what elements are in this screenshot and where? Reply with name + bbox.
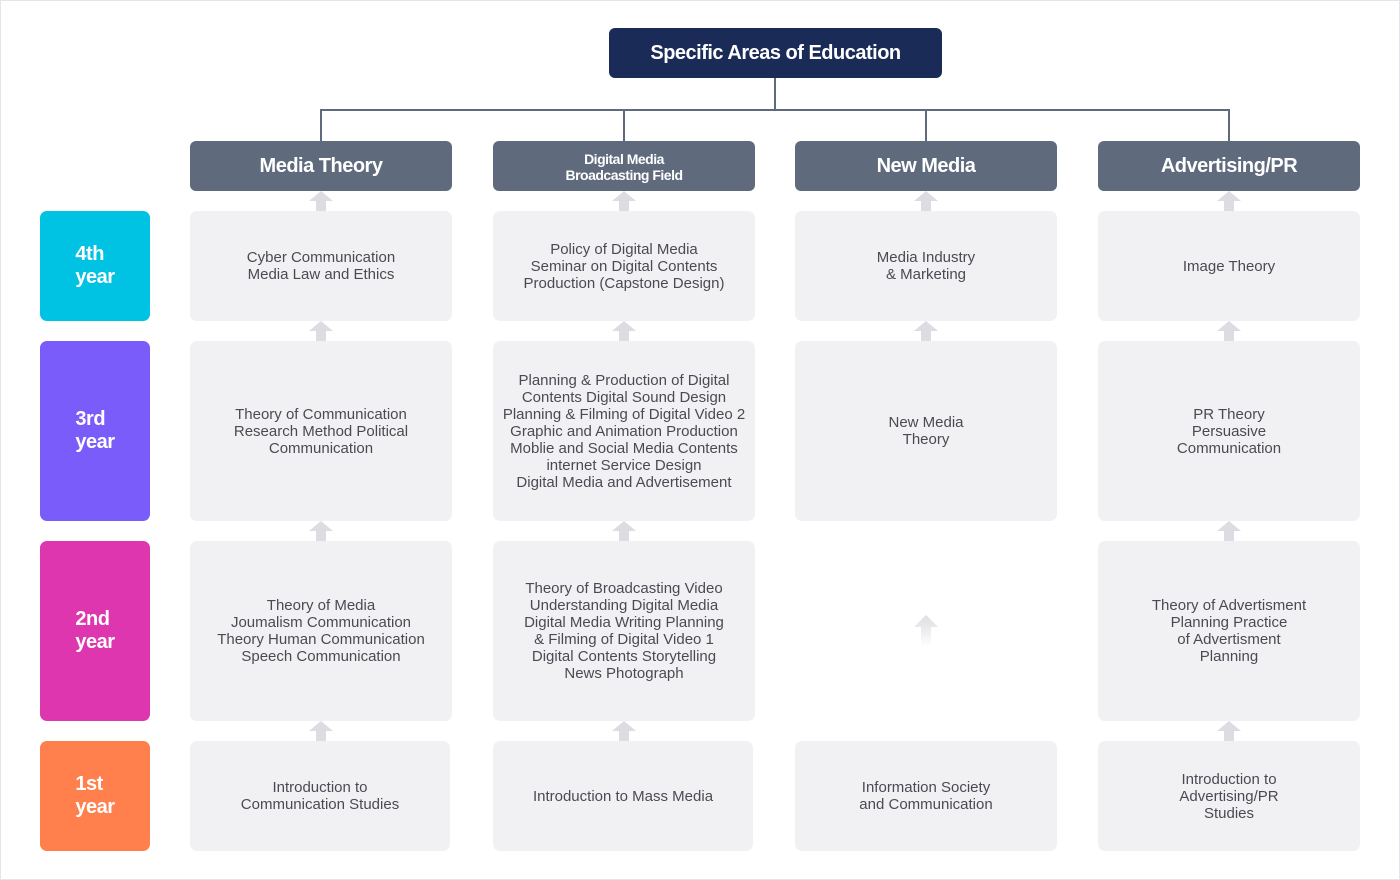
course-cell-media-theory-2nd: [190, 541, 452, 721]
area-new-media: New Media: [795, 141, 1057, 191]
course-text: Introduction to Communication Studies: [240, 779, 400, 813]
area-advertising-pr: Advertising/PR: [1098, 141, 1360, 191]
course-cell-digital-media-3rd: [493, 341, 755, 521]
up-arrow-icon: [914, 615, 938, 647]
course-cell-media-theory-3rd: [190, 341, 452, 521]
course-cell-advertising-pr-2nd: [1098, 541, 1360, 721]
up-arrow-icon: [612, 321, 636, 341]
up-arrow-icon: [309, 721, 333, 741]
course-text: Media Industry & Marketing: [876, 249, 976, 283]
up-arrow-icon: [612, 191, 636, 211]
course-cell-advertising-pr-4th: [1098, 211, 1360, 321]
root-title: Specific Areas of Education: [609, 28, 942, 78]
area-digital-media-broadcasting: Digital Media Broadcasting Field: [493, 141, 755, 191]
course-cell-digital-media-4th: [493, 211, 755, 321]
course-cell-new-media-4th: [795, 211, 1057, 321]
course-text: Theory of Communication Research Method Political Communication: [233, 405, 409, 457]
up-arrow-icon: [1217, 321, 1241, 341]
up-arrow-icon: [914, 191, 938, 211]
course-cell-new-media-3rd: [795, 341, 1057, 521]
up-arrow-icon: [1217, 721, 1241, 741]
year-4th-badge: 4th year: [40, 211, 150, 321]
up-arrow-icon: [309, 521, 333, 541]
up-arrow-icon: [1217, 521, 1241, 541]
course-text: Planning & Production of Digital Contents Digital Sound Design Planning & Filming of Digital Video 2 Graphic and Animation Production Moblie and Social Media Contents internet Service Design Digital Media and Advertisement: [502, 371, 746, 491]
up-arrow-icon: [1217, 191, 1241, 211]
year-3rd-badge: 3rd year: [40, 341, 150, 521]
course-text: Theory of Broadcasting Video Understanding Digital Media Digital Media Writing Planning & Filming of Digital Video 1 Digital Contents Storytelling News Photograph: [524, 580, 724, 682]
course-text: Theory of Media Joumalism Communication Theory Human Communication Speech Communication: [217, 597, 425, 665]
up-arrow-icon: [612, 721, 636, 741]
up-arrow-icon: [309, 321, 333, 341]
year-1st-badge: 1st year: [40, 741, 150, 851]
course-text: New Media Theory: [888, 414, 964, 448]
course-text: Introduction to Advertising/PR Studies: [1179, 770, 1279, 822]
course-cell-digital-media-1st: [493, 741, 753, 851]
year-2nd-badge: 2nd year: [40, 541, 150, 721]
area-media-theory: Media Theory: [190, 141, 452, 191]
course-text: Image Theory: [1182, 257, 1276, 275]
course-cell-advertising-pr-3rd: [1098, 341, 1360, 521]
up-arrow-icon: [612, 521, 636, 541]
course-text: Introduction to Mass Media: [532, 787, 714, 805]
course-cell-advertising-pr-1st: [1098, 741, 1360, 851]
course-cell-digital-media-2nd: [493, 541, 755, 721]
up-arrow-icon: [914, 321, 938, 341]
course-text: Theory of Advertisment Planning Practice of Advertisment Planning: [1151, 597, 1307, 665]
up-arrow-icon: [309, 191, 333, 211]
course-text: Cyber Communication Media Law and Ethics: [246, 249, 396, 283]
course-cell-media-theory-4th: [190, 211, 452, 321]
course-text: Information Society and Communication: [859, 779, 993, 813]
course-text: PR Theory Persuasive Communication: [1176, 405, 1282, 457]
course-cell-media-theory-1st: [190, 741, 450, 851]
course-text: Policy of Digital Media Seminar on Digital Contents Production (Capstone Design): [523, 240, 725, 292]
course-cell-new-media-1st: [795, 741, 1057, 851]
